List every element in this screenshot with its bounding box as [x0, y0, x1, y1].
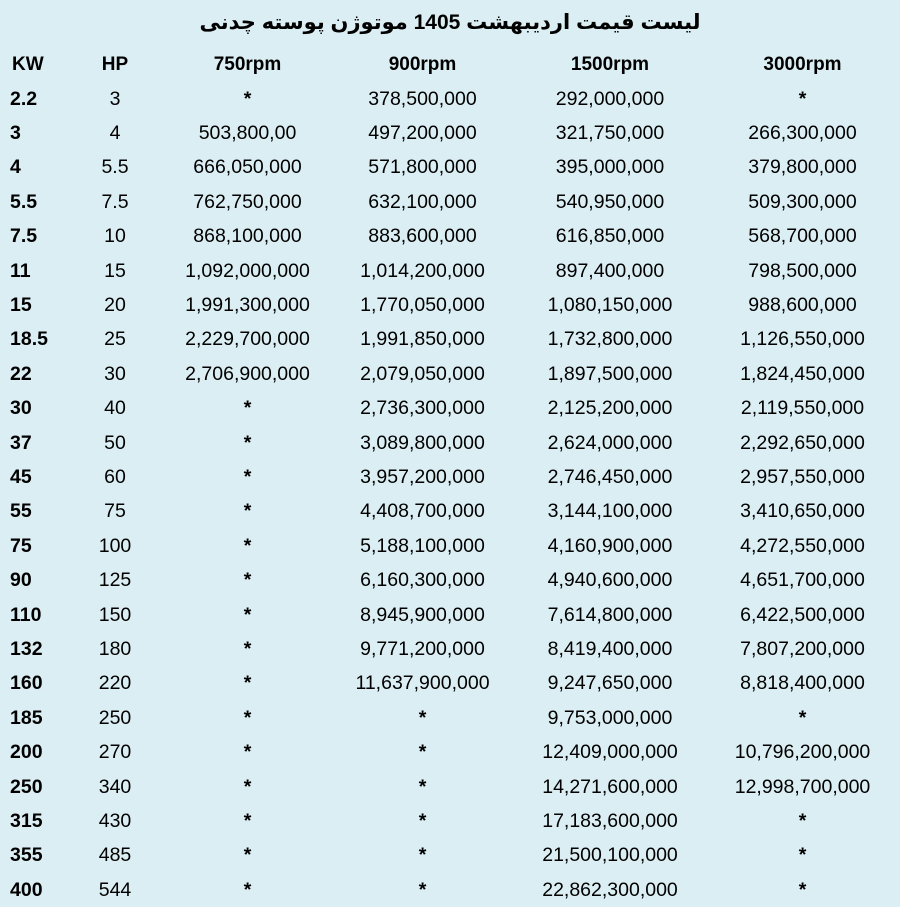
- kw-cell: 18.5: [10, 328, 48, 351]
- price-1500rpm-cell: 8,419,400,000: [547, 637, 673, 660]
- kw-cell: 315: [10, 809, 43, 832]
- price-900rpm-cell: 11,637,900,000: [355, 672, 490, 695]
- table-row: [0, 116, 900, 150]
- price-900rpm-cell: 883,600,000: [368, 225, 477, 248]
- kw-cell: 355: [10, 844, 43, 867]
- price-3000rpm-cell: *: [798, 844, 807, 867]
- price-1500rpm-cell: 7,614,800,000: [547, 603, 673, 626]
- hp-cell: 40: [104, 397, 126, 420]
- price-1500rpm-cell: 4,160,900,000: [547, 534, 673, 557]
- hp-cell: 220: [98, 672, 132, 695]
- price-900rpm-cell: *: [418, 809, 427, 832]
- price-900rpm-cell: *: [418, 775, 427, 798]
- price-750rpm-cell: *: [243, 431, 252, 454]
- kw-cell: 160: [10, 672, 43, 695]
- price-750rpm-cell: *: [243, 534, 252, 557]
- column-header-750rpm: 750rpm: [213, 54, 282, 75]
- price-900rpm-cell: 6,160,300,000: [360, 569, 485, 592]
- kw-cell: 5.5: [10, 190, 38, 213]
- table-row: [0, 495, 900, 529]
- table-row: [0, 254, 900, 288]
- hp-cell: 25: [104, 328, 126, 351]
- price-750rpm-cell: *: [243, 500, 252, 523]
- table-row: [0, 323, 900, 357]
- column-header-hp: HP: [101, 54, 129, 75]
- price-750rpm-cell: 1,991,300,000: [185, 294, 310, 317]
- price-1500rpm-cell: 292,000,000: [555, 87, 665, 110]
- table-row: [0, 873, 900, 907]
- hp-cell: 270: [98, 741, 132, 764]
- price-900rpm-cell: 1,770,050,000: [360, 294, 485, 317]
- price-750rpm-cell: 666,050,000: [193, 156, 302, 179]
- price-750rpm-cell: 503,800,00: [198, 122, 297, 145]
- hp-cell: 150: [98, 603, 132, 626]
- kw-cell: 30: [10, 397, 32, 420]
- price-750rpm-cell: 868,100,000: [193, 225, 302, 248]
- hp-cell: 7.5: [101, 190, 129, 213]
- price-3000rpm-cell: 2,957,550,000: [740, 465, 865, 488]
- table-row: [0, 288, 900, 322]
- price-3000rpm-cell: 3,410,650,000: [740, 500, 865, 523]
- hp-cell: 50: [104, 431, 126, 454]
- hp-cell: 100: [98, 534, 132, 557]
- column-header-kw: KW: [12, 54, 44, 75]
- column-header-1500rpm: 1500rpm: [570, 54, 650, 75]
- table-header-row: [0, 48, 900, 82]
- table-row: [0, 598, 900, 632]
- price-3000rpm-cell: *: [798, 809, 807, 832]
- price-900rpm-cell: 5,188,100,000: [360, 534, 485, 557]
- price-1500rpm-cell: 395,000,000: [555, 156, 665, 179]
- page-title: لیست قیمت اردیبهشت 1405 موتوژن پوسته چدنی: [199, 11, 701, 34]
- price-1500rpm-cell: 9,753,000,000: [547, 706, 673, 729]
- hp-cell: 485: [98, 844, 132, 867]
- price-1500rpm-cell: 17,183,600,000: [542, 809, 678, 832]
- price-3000rpm-cell: 4,272,550,000: [740, 534, 865, 557]
- hp-cell: 5.5: [101, 156, 129, 179]
- price-900rpm-cell: 2,079,050,000: [360, 362, 485, 385]
- table-body: [0, 82, 900, 907]
- price-1500rpm-cell: 22,862,300,000: [542, 878, 678, 901]
- price-3000rpm-cell: *: [798, 87, 807, 110]
- price-1500rpm-cell: 616,850,000: [555, 225, 665, 248]
- price-3000rpm-cell: *: [798, 878, 807, 901]
- price-750rpm-cell: *: [243, 775, 252, 798]
- table-row: [0, 220, 900, 254]
- price-1500rpm-cell: 1,080,150,000: [547, 294, 673, 317]
- price-1500rpm-cell: 321,750,000: [555, 122, 665, 145]
- kw-cell: 200: [10, 741, 43, 764]
- price-900rpm-cell: 4,408,700,000: [360, 500, 485, 523]
- price-900rpm-cell: 3,957,200,000: [360, 465, 485, 488]
- price-750rpm-cell: *: [243, 741, 252, 764]
- kw-cell: 132: [10, 637, 43, 660]
- price-1500rpm-cell: 14,271,600,000: [542, 775, 678, 798]
- hp-cell: 180: [98, 637, 132, 660]
- price-table: [0, 48, 900, 907]
- price-900rpm-cell: 497,200,000: [368, 122, 477, 145]
- price-1500rpm-cell: 9,247,650,000: [547, 672, 673, 695]
- kw-cell: 90: [10, 569, 32, 592]
- price-900rpm-cell: 8,945,900,000: [360, 603, 485, 626]
- kw-cell: 185: [10, 706, 43, 729]
- kw-cell: 45: [10, 465, 32, 488]
- hp-cell: 15: [104, 259, 126, 282]
- price-1500rpm-cell: 2,125,200,000: [547, 397, 673, 420]
- price-3000rpm-cell: 8,818,400,000: [740, 672, 865, 695]
- table-row: [0, 529, 900, 563]
- price-750rpm-cell: *: [243, 809, 252, 832]
- price-750rpm-cell: *: [243, 672, 252, 695]
- price-750rpm-cell: *: [243, 397, 252, 420]
- table-row: [0, 632, 900, 666]
- price-3000rpm-cell: 10,796,200,000: [734, 741, 871, 764]
- table-row: [0, 667, 900, 701]
- price-750rpm-cell: *: [243, 465, 252, 488]
- price-900rpm-cell: *: [418, 844, 427, 867]
- price-3000rpm-cell: 379,800,000: [748, 156, 857, 179]
- price-900rpm-cell: 1,014,200,000: [360, 259, 485, 282]
- price-1500rpm-cell: 1,732,800,000: [547, 328, 673, 351]
- hp-cell: 75: [104, 500, 126, 523]
- price-1500rpm-cell: 21,500,100,000: [542, 844, 678, 867]
- table-row: [0, 804, 900, 838]
- price-750rpm-cell: *: [243, 637, 252, 660]
- price-750rpm-cell: 1,092,000,000: [185, 259, 310, 282]
- price-750rpm-cell: *: [243, 878, 252, 901]
- table-row: [0, 151, 900, 185]
- table-row: [0, 426, 900, 460]
- price-3000rpm-cell: 2,292,650,000: [740, 431, 865, 454]
- price-1500rpm-cell: 540,950,000: [555, 190, 665, 213]
- price-3000rpm-cell: 1,126,550,000: [740, 328, 865, 351]
- hp-cell: 20: [104, 294, 126, 317]
- price-3000rpm-cell: 2,119,550,000: [740, 397, 865, 420]
- price-3000rpm-cell: 798,500,000: [748, 259, 857, 282]
- price-3000rpm-cell: 4,651,700,000: [740, 569, 865, 592]
- kw-cell: 11: [10, 259, 31, 282]
- hp-cell: 340: [98, 775, 132, 798]
- table-row: [0, 563, 900, 597]
- kw-cell: 37: [10, 431, 32, 454]
- price-750rpm-cell: *: [243, 844, 252, 867]
- kw-cell: 2.2: [10, 87, 38, 110]
- hp-cell: 125: [98, 569, 132, 592]
- price-900rpm-cell: *: [418, 878, 427, 901]
- price-750rpm-cell: *: [243, 87, 252, 110]
- price-750rpm-cell: *: [243, 569, 252, 592]
- kw-cell: 400: [10, 878, 43, 901]
- price-1500rpm-cell: 4,940,600,000: [547, 569, 673, 592]
- price-3000rpm-cell: 6,422,500,000: [740, 603, 865, 626]
- price-900rpm-cell: 632,100,000: [368, 190, 477, 213]
- table-row: [0, 701, 900, 735]
- price-900rpm-cell: 3,089,800,000: [360, 431, 485, 454]
- hp-cell: 250: [98, 706, 132, 729]
- price-750rpm-cell: *: [243, 603, 252, 626]
- kw-cell: 3: [10, 122, 21, 145]
- table-row: [0, 839, 900, 873]
- kw-cell: 250: [10, 775, 43, 798]
- price-3000rpm-cell: 1,824,450,000: [740, 362, 865, 385]
- price-900rpm-cell: 2,736,300,000: [360, 397, 485, 420]
- kw-cell: 7.5: [10, 225, 38, 248]
- price-750rpm-cell: 762,750,000: [193, 190, 302, 213]
- price-3000rpm-cell: 988,600,000: [748, 294, 857, 317]
- price-900rpm-cell: *: [418, 706, 427, 729]
- column-header-3000rpm: 3000rpm: [763, 54, 842, 75]
- price-1500rpm-cell: 2,624,000,000: [547, 431, 673, 454]
- hp-cell: 60: [104, 465, 126, 488]
- price-3000rpm-cell: 568,700,000: [748, 225, 857, 248]
- price-750rpm-cell: 2,706,900,000: [185, 362, 310, 385]
- column-header-900rpm: 900rpm: [388, 54, 457, 75]
- price-900rpm-cell: 571,800,000: [368, 156, 477, 179]
- kw-cell: 15: [10, 294, 32, 317]
- kw-cell: 4: [10, 156, 21, 179]
- hp-cell: 430: [98, 809, 132, 832]
- price-3000rpm-cell: 266,300,000: [748, 122, 857, 145]
- price-900rpm-cell: 9,771,200,000: [360, 637, 485, 660]
- hp-cell: 30: [104, 362, 126, 385]
- price-1500rpm-cell: 2,746,450,000: [547, 465, 673, 488]
- price-1500rpm-cell: 897,400,000: [555, 259, 665, 282]
- price-3000rpm-cell: *: [798, 706, 807, 729]
- price-3000rpm-cell: 12,998,700,000: [734, 775, 871, 798]
- price-1500rpm-cell: 1,897,500,000: [547, 362, 673, 385]
- kw-cell: 55: [10, 500, 32, 523]
- price-750rpm-cell: *: [243, 706, 252, 729]
- hp-cell: 3: [109, 87, 121, 110]
- table-row: [0, 770, 900, 804]
- price-750rpm-cell: 2,229,700,000: [185, 328, 310, 351]
- table-row: [0, 735, 900, 769]
- price-3000rpm-cell: 7,807,200,000: [740, 637, 865, 660]
- table-row: [0, 185, 900, 219]
- kw-cell: 75: [10, 534, 32, 557]
- table-row: [0, 357, 900, 391]
- price-900rpm-cell: 1,991,850,000: [360, 328, 485, 351]
- hp-cell: 4: [109, 122, 121, 145]
- hp-cell: 10: [104, 225, 126, 248]
- kw-cell: 110: [10, 603, 42, 626]
- hp-cell: 544: [98, 878, 132, 901]
- price-900rpm-cell: 378,500,000: [368, 87, 477, 110]
- price-1500rpm-cell: 12,409,000,000: [542, 741, 678, 764]
- table-row: [0, 82, 900, 116]
- price-900rpm-cell: *: [418, 741, 427, 764]
- kw-cell: 22: [10, 362, 32, 385]
- table-row: [0, 460, 900, 494]
- price-1500rpm-cell: 3,144,100,000: [547, 500, 673, 523]
- price-3000rpm-cell: 509,300,000: [748, 190, 857, 213]
- table-row: [0, 392, 900, 426]
